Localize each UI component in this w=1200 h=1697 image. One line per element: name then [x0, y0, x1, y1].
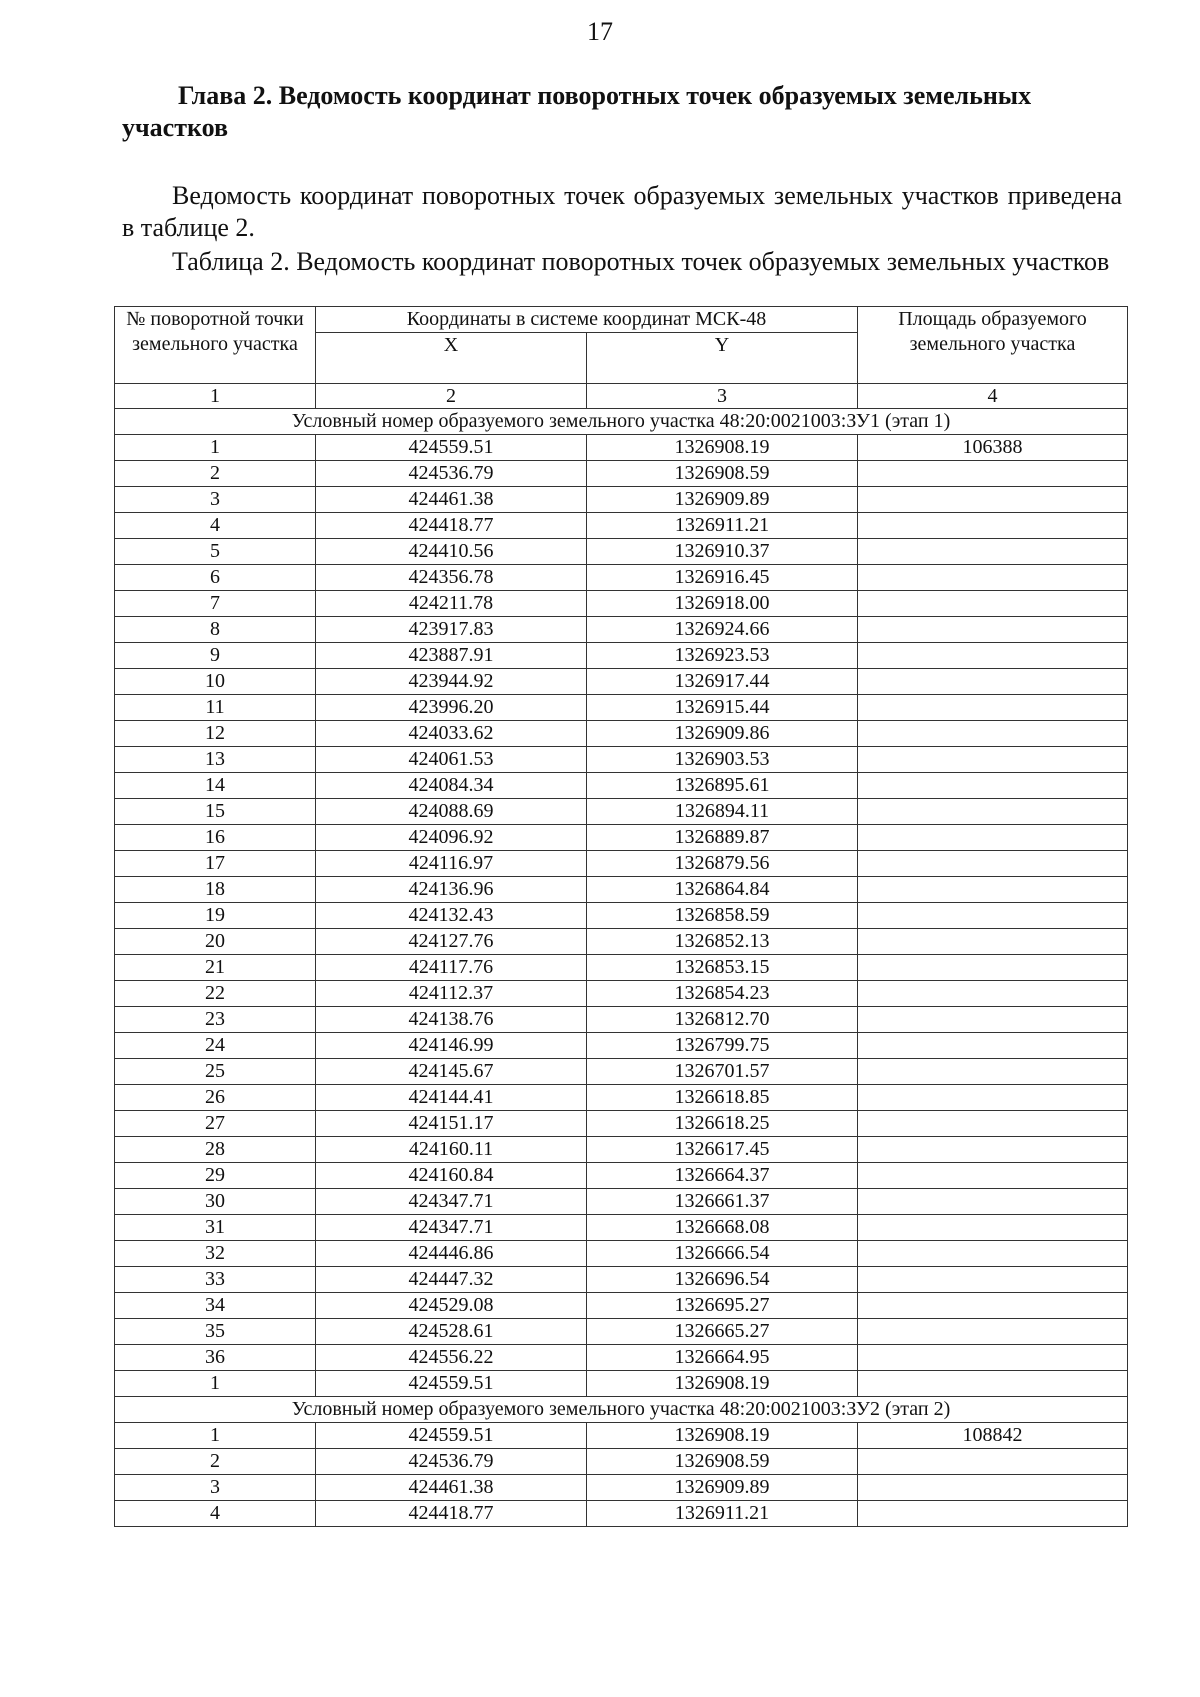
- cell-x: 424151.17: [316, 1111, 587, 1137]
- cell-point-number: 16: [115, 825, 316, 851]
- table-row: [115, 487, 1128, 513]
- table-row: [115, 981, 1128, 1007]
- cell-x: 424447.32: [316, 1267, 587, 1293]
- intro-paragraph: Ведомость координат поворотных точек образуемых земельных участков приведена в таблице 2.: [122, 181, 1122, 242]
- cell-x: 423944.92: [316, 669, 587, 695]
- table-row: [115, 539, 1128, 565]
- table-row: [115, 643, 1128, 669]
- cell-x: 424117.76: [316, 955, 587, 981]
- table-header: [115, 307, 1128, 409]
- table-row: [115, 1267, 1128, 1293]
- cell-point-number: 27: [115, 1111, 316, 1137]
- cell-area: [858, 1501, 1128, 1527]
- cell-x: 424096.92: [316, 825, 587, 851]
- cell-y: 1326909.89: [587, 1475, 858, 1501]
- cell-x: 424145.67: [316, 1059, 587, 1085]
- table-row: [115, 773, 1128, 799]
- cell-area: [858, 1371, 1128, 1397]
- table-row: [115, 1137, 1128, 1163]
- cell-x: 424536.79: [316, 1449, 587, 1475]
- cell-y: 1326917.44: [587, 669, 858, 695]
- table-row: [115, 877, 1128, 903]
- cell-x: 424347.71: [316, 1189, 587, 1215]
- column-number-4: 4: [858, 384, 1128, 409]
- cell-y: 1326661.37: [587, 1189, 858, 1215]
- table-row: [115, 1059, 1128, 1085]
- cell-area: [858, 1137, 1128, 1163]
- cell-point-number: 14: [115, 773, 316, 799]
- cell-x: 424127.76: [316, 929, 587, 955]
- table-row: [115, 1007, 1128, 1033]
- cell-point-number: 5: [115, 539, 316, 565]
- cell-y: 1326889.87: [587, 825, 858, 851]
- cell-area: [858, 799, 1128, 825]
- cell-point-number: 2: [115, 461, 316, 487]
- cell-area: [858, 1163, 1128, 1189]
- cell-area: [858, 1033, 1128, 1059]
- cell-area: [858, 747, 1128, 773]
- cell-x: 424084.34: [316, 773, 587, 799]
- cell-area: [858, 591, 1128, 617]
- cell-y: 1326924.66: [587, 617, 858, 643]
- cell-area: [858, 565, 1128, 591]
- cell-x: 424061.53: [316, 747, 587, 773]
- cell-point-number: 18: [115, 877, 316, 903]
- header-point-number: № поворотной точки земельного участка: [115, 307, 316, 384]
- table-row: [115, 1449, 1128, 1475]
- cell-x: 424528.61: [316, 1319, 587, 1345]
- table-row: [115, 1033, 1128, 1059]
- header-x: X: [316, 333, 587, 384]
- cell-point-number: 9: [115, 643, 316, 669]
- cell-area: [858, 461, 1128, 487]
- cell-point-number: 20: [115, 929, 316, 955]
- cell-area: [858, 669, 1128, 695]
- header-y: Y: [587, 333, 858, 384]
- cell-point-number: 1: [115, 1371, 316, 1397]
- cell-x: 424132.43: [316, 903, 587, 929]
- cell-x: 424556.22: [316, 1345, 587, 1371]
- table-body: [115, 409, 1128, 1527]
- cell-point-number: 25: [115, 1059, 316, 1085]
- cell-point-number: 17: [115, 851, 316, 877]
- cell-point-number: 26: [115, 1085, 316, 1111]
- table-row: [115, 799, 1128, 825]
- cell-area: [858, 773, 1128, 799]
- cell-x: 424529.08: [316, 1293, 587, 1319]
- table-row: [115, 695, 1128, 721]
- cell-x: 424559.51: [316, 1423, 587, 1449]
- cell-area: 106388: [858, 435, 1128, 461]
- cell-area: [858, 1007, 1128, 1033]
- cell-y: 1326903.53: [587, 747, 858, 773]
- cell-point-number: 19: [115, 903, 316, 929]
- cell-point-number: 31: [115, 1215, 316, 1241]
- cell-y: 1326618.25: [587, 1111, 858, 1137]
- cell-y: 1326668.08: [587, 1215, 858, 1241]
- cell-point-number: 12: [115, 721, 316, 747]
- cell-x: 424461.38: [316, 1475, 587, 1501]
- section-title: Условный номер образуемого земельного участка 48:20:0021003:ЗУ1 (этап 1): [115, 409, 1128, 435]
- cell-x: 424146.99: [316, 1033, 587, 1059]
- table-row: [115, 747, 1128, 773]
- cell-x: 424211.78: [316, 591, 587, 617]
- cell-x: 424347.71: [316, 1215, 587, 1241]
- cell-point-number: 4: [115, 1501, 316, 1527]
- cell-y: 1326858.59: [587, 903, 858, 929]
- cell-y: 1326696.54: [587, 1267, 858, 1293]
- column-number-1: 1: [115, 384, 316, 409]
- cell-area: [858, 1345, 1128, 1371]
- table-row: [115, 617, 1128, 643]
- cell-y: 1326916.45: [587, 565, 858, 591]
- cell-y: 1326894.11: [587, 799, 858, 825]
- cell-area: [858, 487, 1128, 513]
- cell-area: [858, 1111, 1128, 1137]
- cell-y: 1326910.37: [587, 539, 858, 565]
- cell-area: [858, 903, 1128, 929]
- cell-y: 1326854.23: [587, 981, 858, 1007]
- table-row: [115, 461, 1128, 487]
- cell-x: 424088.69: [316, 799, 587, 825]
- cell-point-number: 4: [115, 513, 316, 539]
- cell-y: 1326908.59: [587, 1449, 858, 1475]
- table-row: [115, 1319, 1128, 1345]
- cell-area: [858, 1449, 1128, 1475]
- cell-x: 424144.41: [316, 1085, 587, 1111]
- cell-y: 1326908.19: [587, 435, 858, 461]
- table-row: [115, 1501, 1128, 1527]
- cell-x: 423917.83: [316, 617, 587, 643]
- section-title: Условный номер образуемого земельного участка 48:20:0021003:ЗУ2 (этап 2): [115, 1397, 1128, 1423]
- cell-y: 1326617.45: [587, 1137, 858, 1163]
- cell-x: 424559.51: [316, 1371, 587, 1397]
- cell-area: [858, 981, 1128, 1007]
- cell-x: 423996.20: [316, 695, 587, 721]
- cell-point-number: 3: [115, 487, 316, 513]
- cell-area: [858, 955, 1128, 981]
- cell-y: 1326908.19: [587, 1423, 858, 1449]
- cell-point-number: 2: [115, 1449, 316, 1475]
- header-area: Площадь образуемого земельного участка: [858, 307, 1128, 384]
- table-row: [115, 435, 1128, 461]
- cell-area: [858, 877, 1128, 903]
- cell-x: 424160.11: [316, 1137, 587, 1163]
- table-caption: Таблица 2. Ведомость координат поворотных точек образуемых земельных участков: [172, 247, 1110, 276]
- cell-point-number: 22: [115, 981, 316, 1007]
- section-title-row: [115, 1397, 1128, 1423]
- table-row: [115, 1085, 1128, 1111]
- table-row: [115, 513, 1128, 539]
- cell-y: 1326909.86: [587, 721, 858, 747]
- table-row: [115, 591, 1128, 617]
- cell-point-number: 34: [115, 1293, 316, 1319]
- cell-point-number: 33: [115, 1267, 316, 1293]
- table-row: [115, 1345, 1128, 1371]
- cell-area: 108842: [858, 1423, 1128, 1449]
- cell-point-number: 8: [115, 617, 316, 643]
- table-row: [115, 1293, 1128, 1319]
- table-row: [115, 1371, 1128, 1397]
- cell-area: [858, 1475, 1128, 1501]
- table-row: [115, 565, 1128, 591]
- cell-y: 1326879.56: [587, 851, 858, 877]
- cell-area: [858, 851, 1128, 877]
- cell-area: [858, 721, 1128, 747]
- table-row: [115, 851, 1128, 877]
- cell-y: 1326908.59: [587, 461, 858, 487]
- cell-x: 424160.84: [316, 1163, 587, 1189]
- cell-y: 1326701.57: [587, 1059, 858, 1085]
- cell-point-number: 1: [115, 1423, 316, 1449]
- cell-x: 424112.37: [316, 981, 587, 1007]
- cell-area: [858, 643, 1128, 669]
- cell-point-number: 3: [115, 1475, 316, 1501]
- cell-y: 1326864.84: [587, 877, 858, 903]
- cell-x: 424138.76: [316, 1007, 587, 1033]
- cell-area: [858, 1189, 1128, 1215]
- table-row: [115, 1189, 1128, 1215]
- cell-area: [858, 1059, 1128, 1085]
- cell-point-number: 15: [115, 799, 316, 825]
- cell-x: 424136.96: [316, 877, 587, 903]
- cell-x: 424536.79: [316, 461, 587, 487]
- table-row: [115, 929, 1128, 955]
- table-row: [115, 955, 1128, 981]
- table-row: [115, 1241, 1128, 1267]
- cell-y: 1326915.44: [587, 695, 858, 721]
- column-number-2: 2: [316, 384, 587, 409]
- cell-point-number: 23: [115, 1007, 316, 1033]
- cell-point-number: 29: [115, 1163, 316, 1189]
- cell-area: [858, 1319, 1128, 1345]
- cell-y: 1326664.95: [587, 1345, 858, 1371]
- cell-area: [858, 1241, 1128, 1267]
- cell-y: 1326666.54: [587, 1241, 858, 1267]
- table-row: [115, 903, 1128, 929]
- cell-area: [858, 929, 1128, 955]
- cell-y: 1326664.37: [587, 1163, 858, 1189]
- cell-point-number: 35: [115, 1319, 316, 1345]
- cell-area: [858, 1293, 1128, 1319]
- column-number-3: 3: [587, 384, 858, 409]
- cell-x: 424356.78: [316, 565, 587, 591]
- cell-y: 1326852.13: [587, 929, 858, 955]
- table-row: [115, 1215, 1128, 1241]
- cell-x: 424418.77: [316, 513, 587, 539]
- cell-y: 1326618.85: [587, 1085, 858, 1111]
- cell-x: 424033.62: [316, 721, 587, 747]
- table-row: [115, 669, 1128, 695]
- cell-x: 424410.56: [316, 539, 587, 565]
- cell-y: 1326918.00: [587, 591, 858, 617]
- cell-y: 1326909.89: [587, 487, 858, 513]
- cell-x: 423887.91: [316, 643, 587, 669]
- table-row: [115, 825, 1128, 851]
- cell-y: 1326923.53: [587, 643, 858, 669]
- cell-y: 1326799.75: [587, 1033, 858, 1059]
- table-row: [115, 1423, 1128, 1449]
- cell-area: [858, 1215, 1128, 1241]
- cell-x: 424446.86: [316, 1241, 587, 1267]
- table-row: [115, 1111, 1128, 1137]
- cell-area: [858, 617, 1128, 643]
- cell-area: [858, 1267, 1128, 1293]
- cell-point-number: 11: [115, 695, 316, 721]
- cell-x: 424116.97: [316, 851, 587, 877]
- cell-point-number: 32: [115, 1241, 316, 1267]
- chapter-heading: Глава 2. Ведомость координат поворотных точек образуемых земельных участков: [122, 81, 1032, 142]
- cell-area: [858, 825, 1128, 851]
- cell-y: 1326812.70: [587, 1007, 858, 1033]
- section-title-row: [115, 409, 1128, 435]
- cell-point-number: 6: [115, 565, 316, 591]
- cell-point-number: 21: [115, 955, 316, 981]
- cell-point-number: 30: [115, 1189, 316, 1215]
- cell-x: 424418.77: [316, 1501, 587, 1527]
- cell-area: [858, 695, 1128, 721]
- table-row: [115, 1475, 1128, 1501]
- cell-y: 1326895.61: [587, 773, 858, 799]
- cell-area: [858, 513, 1128, 539]
- table-row: [115, 721, 1128, 747]
- cell-x: 424559.51: [316, 435, 587, 461]
- cell-y: 1326911.21: [587, 513, 858, 539]
- cell-point-number: 7: [115, 591, 316, 617]
- cell-point-number: 13: [115, 747, 316, 773]
- cell-y: 1326908.19: [587, 1371, 858, 1397]
- cell-area: [858, 539, 1128, 565]
- cell-y: 1326853.15: [587, 955, 858, 981]
- page-number: 17: [587, 17, 613, 46]
- coordinates-table: [114, 306, 1128, 1527]
- cell-point-number: 1: [115, 435, 316, 461]
- cell-point-number: 28: [115, 1137, 316, 1163]
- cell-y: 1326665.27: [587, 1319, 858, 1345]
- table-row: [115, 1163, 1128, 1189]
- header-coordinates-group: Координаты в системе координат МСК-48: [316, 307, 858, 333]
- cell-area: [858, 1085, 1128, 1111]
- cell-x: 424461.38: [316, 487, 587, 513]
- cell-point-number: 10: [115, 669, 316, 695]
- cell-point-number: 36: [115, 1345, 316, 1371]
- cell-y: 1326911.21: [587, 1501, 858, 1527]
- cell-point-number: 24: [115, 1033, 316, 1059]
- cell-y: 1326695.27: [587, 1293, 858, 1319]
